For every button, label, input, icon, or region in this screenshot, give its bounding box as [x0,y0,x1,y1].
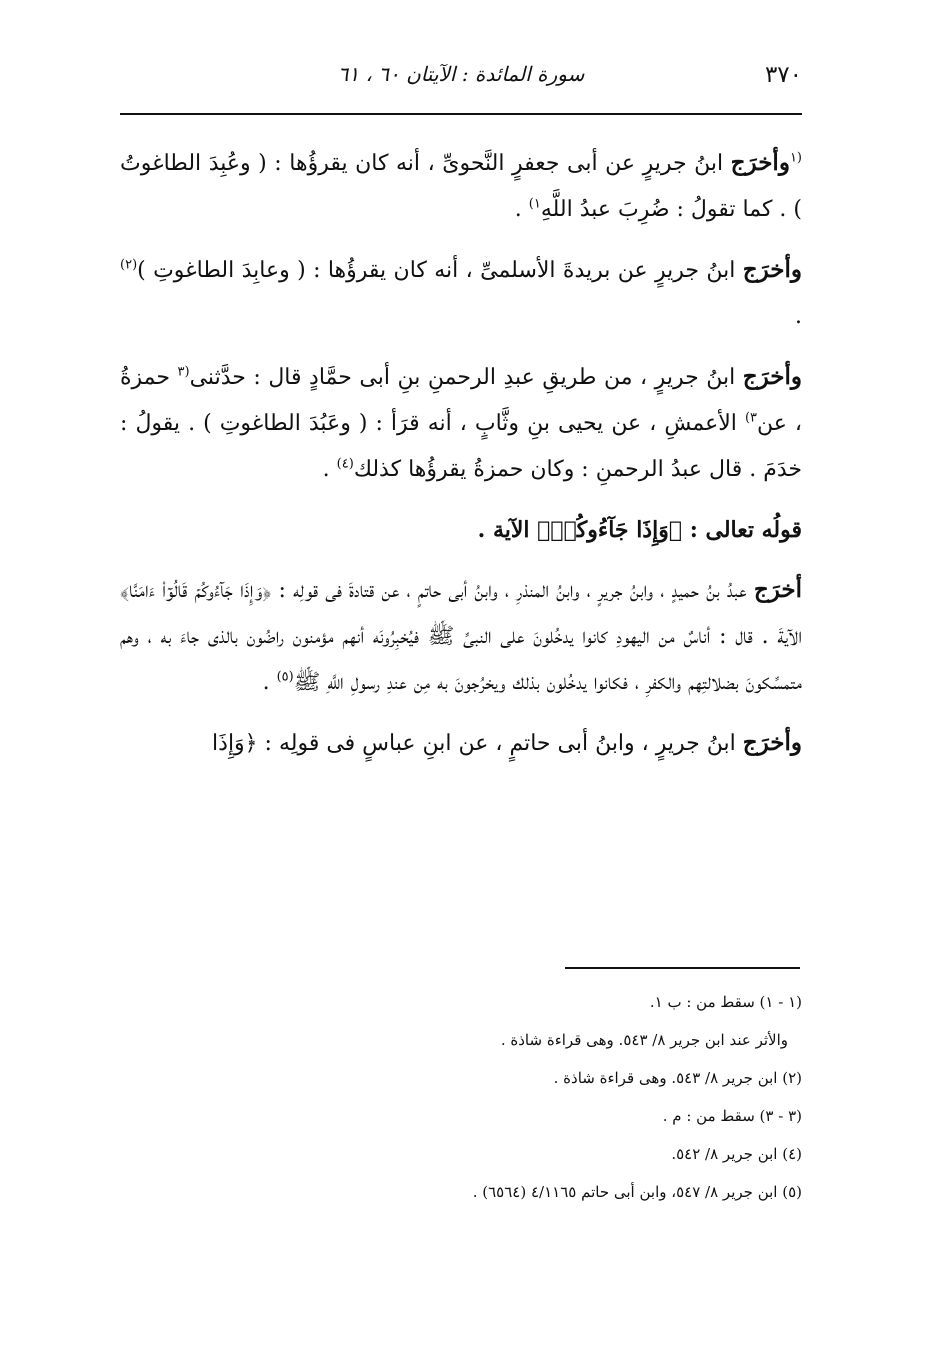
paragraph-keyword: وأخرَج [742,729,802,756]
footnote-1-continued: والأثر عند ابن جرير ٨/ ٥٤٣. وهى قراءة شاذة . [500,1031,788,1049]
footnote-ref: (٥) [276,669,294,685]
paragraph-tail: . [795,304,802,329]
paragraph-text: حمزةُ ، عن [120,365,803,436]
footnote-rule [565,967,800,969]
footnote-4: (٤) ابن جرير ٨/ ٥٤٢. [671,1145,802,1163]
paragraph-text: ابنُ جريرٍ عن أبى جعفرٍ النَّحوىِّ ، أنه كان يقرؤُها : ( وعُبِدَ الطاغوتُ ) . كما تقولُ : ضُرِبَ عبدُ اللَّهِ [120,151,802,222]
paragraph-text: الأعمشِ ، عن يحيى بنِ وثَّابٍ ، أنه قرَأ : ( وعَبُدَ الطاغوتِ ) . يقولُ : خدَمَ . قال عبدُ الرحمنِ : وكان حمزةُ يقرؤُها كذلك [120,411,802,482]
main-text [120,140,802,781]
paragraph-keyword: وأخرَج [742,256,802,283]
paragraph-keyword: أخرَج [753,576,802,603]
paragraph-keyword: وأخرَج [742,363,802,390]
paragraph-2 [120,247,802,340]
paragraph-1 [120,140,802,233]
paragraph-6 [120,720,802,767]
paragraph-text: ابنُ جريرٍ ، من طريقِ عبدِ الرحمنِ بنِ أبى حمَّادٍ قال : حدَّثنى [189,365,743,390]
paragraph-keyword: وأخرَج [730,149,790,176]
footnote-5: (٥) ابن جرير ٨/ ٥٤٧، وابن أبى حاتم ٤/١١٦٥ (٦٥٦٤) . [472,1183,802,1201]
footnote-3: (٣ - ٣) سقط من : م . [662,1107,802,1125]
page-number: ٣٧٠ [764,62,802,88]
verse-heading: قولُه تعالى : ﴿وَإِذَا جَآءُوكُمۡ﴾ الآية . [477,517,802,543]
paragraph-3 [120,354,802,493]
footnotes [300,983,802,1211]
footnote-ref: (٤) [336,456,354,472]
paragraph-tail: . [514,197,529,222]
paragraph-tail: . [262,670,277,695]
footnote-1: (١ - ١) سقط من : ب ١. [649,993,802,1011]
header-rule [120,113,802,115]
footnote-ref: (٣ [177,364,190,380]
paragraph-text: عبدُ بنُ حميدٍ ، وابنُ جريرٍ ، وابنُ المنذرِ ، وابنُ أبى حاتمٍ ، عن قتادةَ فى قولِه : ﴿وَإِذَا جَآءُوكُمۡ قَالُوٓاْ ءَامَنَّا﴾ الآيةَ . قال : أناسٌ من اليهودِ كانوا يدخُلونَ على النبىِّ ﷺ فيُخبِرُونَه أنهم مؤمنون راضُون بالذى جاءَ به ، وهم متمسِّكونَ بضلالتِهم والكفرِ ، فكانوا يدخُلون بذلك ويخرُجونَ به مِن عندِ رسولِ اللَّهِ ﷺ [120,578,802,695]
footnote-2: (٢) ابن جرير ٨/ ٥٤٣. وهى قراءة شاذة . [553,1069,802,1087]
footnote-ref: (٢) [120,257,138,273]
paragraph-text: ابنُ جريرٍ ، وابنُ أبى حاتمٍ ، عن ابنِ عباسٍ فى قولِه : ﴿وَإِذَا [212,731,743,756]
paragraph-text: ابنُ جريرٍ عن بريدةَ الأسلمىِّ ، أنه كان يقرؤُها : ( وعابِدَ الطاغوتِ ) [137,258,743,283]
running-title: سورة المائدة : الآيتان ٦٠ ، ٦١ [337,62,585,86]
paragraph-5 [120,567,802,706]
footnote-ref: (١ [789,150,802,166]
footnote-ref: ٣) [744,410,757,426]
page-header [120,60,802,100]
paragraph-tail: . [322,457,337,482]
footnote-ref: ١) [528,196,541,212]
